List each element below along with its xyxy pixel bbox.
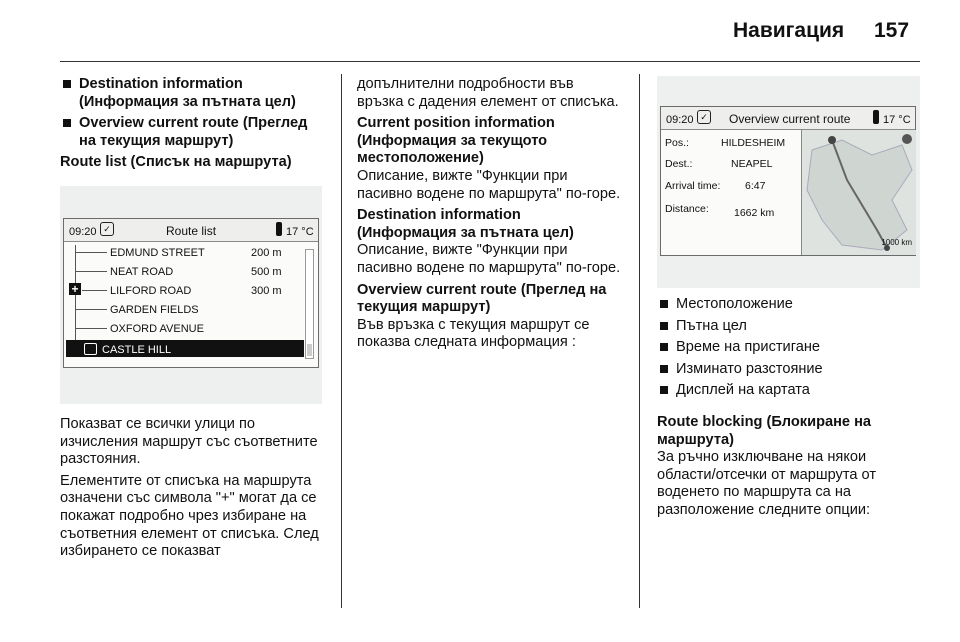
clock-time: 09:20 [666, 114, 694, 126]
paragraph: Описание, вижте "Функции при пасивно водене по маршрута" по-горе. [357, 167, 621, 202]
route-list-screenshot [60, 186, 322, 404]
map-scale: 1000 km [881, 238, 912, 248]
bullet-item: Местоположение [657, 296, 920, 314]
page-number: 157 [874, 19, 910, 42]
bullet-item: Дисплей на картата [657, 382, 920, 400]
status-bar [661, 107, 915, 130]
bullet-icon [660, 365, 668, 373]
route-list-heading: Route list (Списък на маршрута) [60, 154, 292, 171]
expand-plus-icon[interactable]: + [69, 283, 81, 295]
thermometer-icon [873, 110, 879, 124]
section-heading: Current position information (Информация за текущото местоположение) [357, 115, 555, 167]
route-row[interactable]: NEAT ROAD 500 m [64, 262, 304, 280]
paragraph: Описание, вижте "Функции при пасивно водене по маршрута" по-горе. [357, 242, 621, 276]
temperature: 17 °C [286, 225, 314, 238]
paragraph: Елементите от списъка на маршрута означени със символа "+" могат да се покажат подробно чрез избиране на съответния елемент от списъка. След избирането се показват [60, 472, 319, 560]
bullet-icon [660, 343, 668, 351]
route-row-selected[interactable]: CASTLE HILL [66, 340, 304, 357]
section-heading: Route blocking (Блокиране на маршрута) [657, 413, 872, 448]
bullet-icon [660, 322, 668, 330]
guidance-icon: ✓ [100, 222, 114, 236]
pos-value: HILDESHEIM [721, 137, 786, 149]
dest-value: NEAPEL [731, 158, 773, 170]
bullet-item: Време на пристигане [657, 339, 920, 357]
column-divider-2 [639, 74, 640, 608]
overview-screenshot [657, 76, 920, 288]
route-row[interactable]: + LILFORD ROAD 300 m [64, 281, 304, 299]
section-heading: Destination information (Информация за пътната цел) [357, 207, 574, 241]
paragraph: За ръчно изключване на някои области/отсечки от маршрута от воденето по маршрута са на разположение следните опции: [657, 449, 877, 518]
column-2 [357, 76, 622, 356]
arrival-label: Arrival time: [665, 180, 721, 192]
guidance-icon: ✓ [697, 110, 711, 124]
bullet-icon [63, 80, 71, 88]
paragraph: Във връзка с текущия маршрут се показва следната информация : [357, 316, 590, 351]
pos-label: Pos.: [665, 137, 689, 149]
distance-label: Distance: [665, 203, 709, 215]
status-bar [64, 219, 318, 242]
paragraph: допълнителни подробности във връзка с дадения елемент от списъка. [357, 76, 619, 110]
route-row[interactable]: EDMUND STREET 200 m [64, 243, 304, 261]
header-divider [60, 61, 920, 62]
route-map[interactable] [801, 130, 916, 255]
column-divider-1 [341, 74, 342, 608]
column-1 [60, 76, 322, 565]
distance-value: 1662 km [734, 207, 775, 219]
paragraph: Показват се всички улици по изчисления маршрут със съответните разстояния. [60, 415, 318, 468]
screen-title: Overview current route [729, 112, 851, 126]
screen-title: Route list [166, 223, 217, 238]
clock-time: 09:20 [69, 225, 97, 238]
dest-label: Dest.: [665, 158, 693, 170]
bullet-icon [660, 300, 668, 308]
route-row[interactable]: GARDEN FIELDS [64, 300, 304, 318]
destination-flag-icon [84, 343, 97, 355]
route-row[interactable]: OXFORD AVENUE [64, 319, 304, 337]
bullet-icon [63, 119, 71, 127]
bullet-item: Пътна цел [657, 318, 920, 336]
compass-icon [902, 134, 912, 144]
bullet-item: Destination information (Информация за пътната цел) [60, 76, 322, 111]
bullet-icon [660, 386, 668, 394]
arrival-value: 6:47 [745, 180, 766, 192]
route-list-screen [63, 218, 319, 368]
overview-screen [660, 106, 916, 256]
bullet-item: Overview current route (Преглед на текущия маршрут) [60, 115, 322, 150]
thermometer-icon [276, 222, 282, 236]
temperature: 17 °C [883, 114, 911, 126]
section-heading: Overview current route (Преглед на текущия маршрут) [357, 281, 607, 316]
column-3 [657, 76, 920, 524]
scrollbar[interactable] [305, 249, 314, 359]
section-title: Навигация [733, 19, 845, 42]
bullet-item: Изминато разстояние [657, 361, 920, 379]
